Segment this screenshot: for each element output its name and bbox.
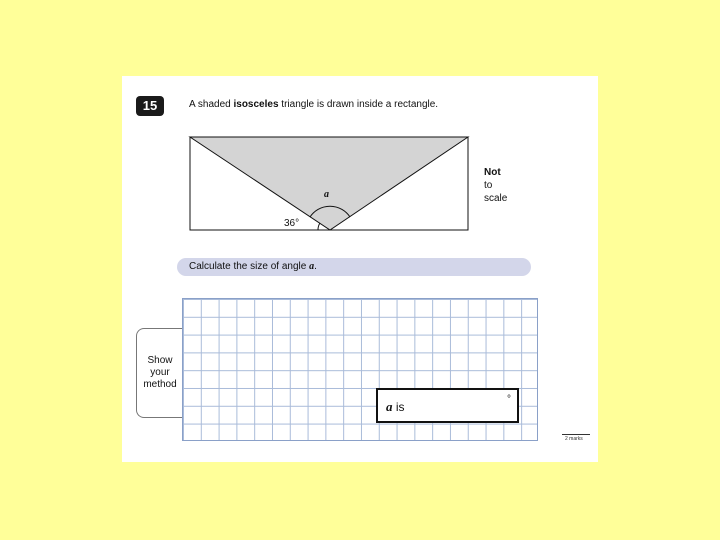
method-label-line: method <box>143 379 177 390</box>
instruction-text <box>189 261 317 272</box>
answer-variable: a <box>386 399 393 414</box>
instruction-bar <box>177 258 531 276</box>
angle-36-label: 36° <box>284 218 300 229</box>
degree-symbol: ° <box>507 394 511 405</box>
instruction-text-part: Calculate the size of angle <box>189 261 310 272</box>
question-text-part: A shaded <box>189 99 234 110</box>
question-bold-word: isosceles <box>233 99 279 110</box>
instruction-text-part: . <box>314 261 317 272</box>
instruction-variable: a <box>309 261 315 272</box>
question-sheet <box>122 76 598 462</box>
question-text-part: triangle is drawn inside a rectangle. <box>278 99 439 110</box>
answer-label-text: is <box>392 400 405 414</box>
question-number: 15 <box>136 96 164 116</box>
show-method-label <box>137 355 183 391</box>
not-to-scale-line: Not <box>484 167 501 178</box>
marks-label: 2 marks <box>565 436 583 442</box>
answer-box[interactable] <box>376 388 519 423</box>
marks-divider <box>562 434 590 435</box>
angle-a-label: a <box>324 189 329 200</box>
answer-label <box>386 399 405 415</box>
show-method-tab <box>136 328 183 418</box>
method-label-line: Show <box>147 355 173 366</box>
not-to-scale-line: to <box>484 180 493 191</box>
not-to-scale-line: scale <box>484 193 508 204</box>
not-to-scale-note <box>484 166 507 205</box>
triangle-rectangle-diagram <box>122 76 598 256</box>
method-label-line: your <box>150 367 170 378</box>
